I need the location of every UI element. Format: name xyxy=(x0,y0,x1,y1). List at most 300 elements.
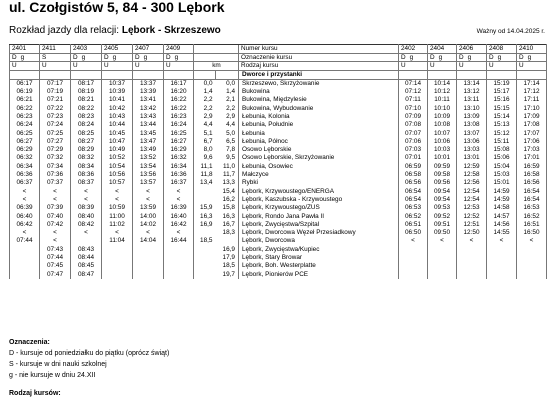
km-value: 16,3 xyxy=(200,212,213,220)
departure-time: 14:00 xyxy=(133,213,164,221)
table-row xyxy=(10,138,547,146)
departure-time: 06:50 xyxy=(399,229,428,237)
km-value: 19,7 xyxy=(222,270,235,278)
km-value xyxy=(194,188,216,196)
departure-time: 16:40 xyxy=(164,213,194,221)
departure-time: 16:22 xyxy=(164,96,194,104)
departure-time: 06:29 xyxy=(10,146,40,154)
departure-time: 15:03 xyxy=(487,171,517,179)
departure-time: 06:53 xyxy=(399,204,428,212)
departure-time: 07:25 xyxy=(40,130,71,138)
departure-time: 07:39 xyxy=(40,204,71,212)
departure-time: < xyxy=(133,229,164,237)
departure-time: 13:59 xyxy=(133,204,164,212)
departure-time: < xyxy=(40,229,71,237)
km-value: 13,4 xyxy=(200,179,213,187)
departure-time: 13:09 xyxy=(457,113,487,121)
departure-time: 16:56 xyxy=(517,179,547,187)
flag-holiday: g xyxy=(438,53,443,61)
departure-time: < xyxy=(102,229,133,237)
departure-time: 07:03 xyxy=(399,146,428,154)
departure-time: 14:59 xyxy=(487,188,517,196)
route-subtitle-prefix: Rozkład jazdy dla relacji: xyxy=(9,25,120,36)
blank-cell xyxy=(457,70,487,79)
stops-heading: Dworce i przystanki xyxy=(239,70,399,79)
departure-time: < xyxy=(164,188,194,196)
departure-time xyxy=(102,271,133,279)
km-value: 4,4 xyxy=(226,121,235,129)
km-value: 15,8 xyxy=(222,204,235,212)
departure-time: 16:54 xyxy=(517,188,547,196)
km-value: 6,5 xyxy=(226,137,235,145)
departure-time: 16:29 xyxy=(164,146,194,154)
stop-name: Łebunia, Południe xyxy=(239,121,399,129)
km-value xyxy=(194,262,216,270)
departure-time: 16:52 xyxy=(517,213,547,221)
departure-time: 07:37 xyxy=(40,179,71,187)
departure-time: 16:36 xyxy=(164,171,194,179)
departure-time: 07:36 xyxy=(40,171,71,179)
departure-time: 07:29 xyxy=(40,146,71,154)
departure-time: < xyxy=(164,196,194,204)
flag-day: S xyxy=(42,53,47,61)
departure-time: 13:06 xyxy=(457,138,487,146)
flag-day: D xyxy=(135,53,140,61)
blank-cell xyxy=(133,70,164,79)
blank-cell xyxy=(216,53,239,62)
table-row xyxy=(10,96,547,104)
departure-time: 06:19 xyxy=(10,88,40,96)
km-value: 15,9 xyxy=(200,204,213,212)
course-flags xyxy=(428,53,457,62)
departure-time xyxy=(133,271,164,279)
departure-time: < xyxy=(457,237,487,245)
table-row xyxy=(10,254,547,262)
departure-time: 16:32 xyxy=(164,154,194,162)
departure-time: 07:12 xyxy=(399,88,428,96)
course-number: 2402 xyxy=(399,45,428,54)
departure-time xyxy=(487,271,517,279)
departure-time: 15:14 xyxy=(487,113,517,121)
stop-name: Lębork, Boh. Westerplatte xyxy=(239,262,399,270)
departure-time: 15:17 xyxy=(487,88,517,96)
table-row xyxy=(10,204,547,212)
stop-name: Lębork, Dworcowa Węzeł Przesiadkowy xyxy=(239,229,399,237)
departure-time: 07:11 xyxy=(399,96,428,104)
course-flags xyxy=(487,53,517,62)
legend-item: D - kursuje od poniedziałku do piątku (oprócz świąt) xyxy=(9,350,170,357)
stop-name: Rybki xyxy=(239,179,399,187)
course-type: U xyxy=(399,62,428,71)
course-flags xyxy=(71,53,102,62)
departure-time xyxy=(487,262,517,270)
stop-name: Lębork, Krzywoustego/ZUS xyxy=(239,204,399,212)
stop-name: Lębork, Zwycięstwa/Kupiec xyxy=(239,246,399,254)
blank-cell xyxy=(102,70,133,79)
label-course-type: Rodzaj kursu xyxy=(239,62,399,71)
departure-time: < xyxy=(487,237,517,245)
course-flags xyxy=(102,53,133,62)
departure-time: 14:55 xyxy=(487,229,517,237)
blank-cell xyxy=(40,70,71,79)
departure-time: 17:08 xyxy=(517,121,547,129)
departure-time: 07:17 xyxy=(40,79,71,88)
departure-time: 16:20 xyxy=(164,88,194,96)
km-value: 2,2 xyxy=(226,104,235,112)
departure-time xyxy=(102,246,133,254)
departure-time: 08:47 xyxy=(71,271,102,279)
departure-time: 13:07 xyxy=(457,130,487,138)
departure-time: 10:37 xyxy=(102,79,133,88)
departure-time: 06:39 xyxy=(10,204,40,212)
course-type: U xyxy=(71,62,102,71)
course-flags xyxy=(457,53,487,62)
flag-day: D xyxy=(73,53,78,61)
course-flags xyxy=(40,53,71,62)
blank-cell xyxy=(194,53,216,62)
departure-time: 09:52 xyxy=(428,213,457,221)
departure-time: 12:54 xyxy=(457,188,487,196)
km-value: 11,8 xyxy=(200,171,213,179)
stop-name: Lębork, Dworcowa xyxy=(239,237,399,245)
departure-time: 15:13 xyxy=(487,121,517,129)
departure-time: 16:39 xyxy=(164,204,194,212)
departure-time: 06:42 xyxy=(10,221,40,229)
departure-time xyxy=(164,262,194,270)
departure-time: 11:00 xyxy=(102,213,133,221)
course-number: 2406 xyxy=(457,45,487,54)
departure-time: 13:11 xyxy=(457,96,487,104)
departure-time: 07:27 xyxy=(40,138,71,146)
flag-day: D xyxy=(430,53,435,61)
departure-time: < xyxy=(164,229,194,237)
stop-name: Lębork, Rondo Jana Pawła II xyxy=(239,213,399,221)
departure-time: < xyxy=(428,237,457,245)
departure-time: 13:01 xyxy=(457,154,487,162)
departure-time: 13:52 xyxy=(133,154,164,162)
blank-cell xyxy=(216,45,239,54)
km-value: 0,0 xyxy=(203,79,213,87)
page-title: ul. Czołgistów 5, 84 - 300 Lębork xyxy=(9,0,225,15)
stop-name: Małczyce xyxy=(239,171,399,179)
departure-time: 14:58 xyxy=(487,204,517,212)
flag-holiday: g xyxy=(112,53,117,61)
km-value: 5,0 xyxy=(226,129,235,137)
departure-time: 13:14 xyxy=(457,79,487,88)
flag-day: D xyxy=(459,53,464,61)
km-value: 16,9 xyxy=(222,245,235,253)
departure-time: 08:45 xyxy=(71,262,102,270)
km-value: 15,4 xyxy=(222,187,235,195)
departure-time: 09:54 xyxy=(428,188,457,196)
departure-time: 15:15 xyxy=(487,105,517,113)
route-name: Lębork - Skrzeszewo xyxy=(121,25,221,36)
departure-time: 07:14 xyxy=(399,79,428,88)
departure-time: 10:49 xyxy=(102,146,133,154)
departure-time: 15:08 xyxy=(487,146,517,154)
departure-time: 07:21 xyxy=(40,96,71,104)
flag-day: D xyxy=(519,53,524,61)
departure-time: 10:59 xyxy=(102,204,133,212)
departure-time: 09:51 xyxy=(428,221,457,229)
flag-holiday: g xyxy=(143,53,148,61)
table-row xyxy=(10,163,547,171)
label-course-mark: Oznaczenie kursu xyxy=(239,53,399,62)
departure-time: 07:23 xyxy=(40,113,71,121)
departure-time: 07:10 xyxy=(399,105,428,113)
departure-time: 10:41 xyxy=(102,96,133,104)
departure-time: 14:57 xyxy=(487,213,517,221)
departure-time: 07:08 xyxy=(399,121,428,129)
km-value: 8,0 xyxy=(203,146,213,154)
course-type: U xyxy=(428,62,457,71)
departure-time: 14:59 xyxy=(487,196,517,204)
departure-time: 10:09 xyxy=(428,113,457,121)
km-value xyxy=(194,196,216,204)
departure-time: 10:43 xyxy=(102,113,133,121)
departure-time: 06:23 xyxy=(10,113,40,121)
departure-time: 12:53 xyxy=(457,204,487,212)
route-subtitle xyxy=(9,25,221,36)
departure-time xyxy=(457,254,487,262)
departure-time xyxy=(487,254,517,262)
km-value xyxy=(194,271,216,279)
blank-cell xyxy=(10,70,40,79)
stop-name: Bukowina xyxy=(239,88,399,96)
label-course-number: Numer kursu xyxy=(239,45,399,54)
departure-time: 11:02 xyxy=(102,221,133,229)
departure-time: 08:29 xyxy=(71,146,102,154)
departure-time: 15:04 xyxy=(487,163,517,171)
departure-time: 13:43 xyxy=(133,113,164,121)
departure-time: < xyxy=(102,188,133,196)
departure-time: 13:03 xyxy=(457,146,487,154)
departure-time: < xyxy=(10,229,40,237)
departure-time: 10:44 xyxy=(102,121,133,129)
departure-time xyxy=(399,262,428,270)
departure-time: < xyxy=(40,237,71,245)
stop-name: Lębork, Zwycięstwa/Szpital xyxy=(239,221,399,229)
departure-time xyxy=(102,262,133,270)
table-row xyxy=(10,121,547,129)
km-value: 0,0 xyxy=(226,79,235,87)
departure-time: 06:54 xyxy=(399,196,428,204)
stop-name: Bukowina, Międzylesie xyxy=(239,96,399,104)
departure-time: 14:56 xyxy=(487,221,517,229)
departure-time: 13:10 xyxy=(457,105,487,113)
km-value: 6,7 xyxy=(203,137,213,145)
departure-time: 16:24 xyxy=(164,121,194,129)
departure-time: 16:17 xyxy=(164,79,194,88)
flag-holiday: g xyxy=(527,53,532,61)
course-number: 2408 xyxy=(487,45,517,54)
course-flags xyxy=(399,53,428,62)
departure-time: 10:45 xyxy=(102,130,133,138)
departure-time: < xyxy=(399,237,428,245)
departure-time xyxy=(71,237,102,245)
valid-from-date: Ważny od 14.04.2025 r. xyxy=(476,28,545,35)
km-value: 9,5 xyxy=(226,154,235,162)
departure-time: 13:44 xyxy=(133,121,164,129)
km-value: 9,6 xyxy=(203,154,213,162)
table-row xyxy=(10,221,547,229)
course-number: 2404 xyxy=(428,45,457,54)
stop-name: Łebunia, Kolonia xyxy=(239,113,399,121)
departure-time: 06:40 xyxy=(10,213,40,221)
legend-heading: Oznaczenia: xyxy=(9,339,50,346)
departure-time: 08:23 xyxy=(71,113,102,121)
blank-cell xyxy=(216,70,239,79)
departure-time: 10:54 xyxy=(102,163,133,171)
departure-time: 16:27 xyxy=(164,138,194,146)
departure-time xyxy=(10,262,40,270)
departure-time: 08:25 xyxy=(71,130,102,138)
departure-time: 07:47 xyxy=(40,271,71,279)
departure-time: 06:58 xyxy=(399,171,428,179)
departure-time: 08:24 xyxy=(71,121,102,129)
departure-time: 07:01 xyxy=(399,154,428,162)
km-value: 16,3 xyxy=(222,212,235,220)
departure-time: < xyxy=(10,196,40,204)
departure-time: 12:58 xyxy=(457,171,487,179)
stop-name: Łebunia, Osowiec xyxy=(239,163,399,171)
departure-time: 16:37 xyxy=(164,179,194,187)
km-value: 2,2 xyxy=(203,96,213,104)
table-row xyxy=(10,229,547,237)
course-flags xyxy=(133,53,164,62)
departure-time: 06:27 xyxy=(10,138,40,146)
km-value: 11,1 xyxy=(200,162,213,170)
departure-time: 08:21 xyxy=(71,96,102,104)
km-value: 2,2 xyxy=(203,104,213,112)
km-value: 1,4 xyxy=(226,88,235,96)
departure-time: 07:07 xyxy=(399,130,428,138)
table-row xyxy=(10,79,547,88)
stop-name: Bukowina, Wybudowanie xyxy=(239,105,399,113)
departure-time: 10:08 xyxy=(428,121,457,129)
departure-time: 11:04 xyxy=(102,237,133,245)
course-type: U xyxy=(40,62,71,71)
stop-name: Łebunia, Północ xyxy=(239,138,399,146)
departure-time: 06:52 xyxy=(399,213,428,221)
departure-time: 12:54 xyxy=(457,196,487,204)
departure-time: 12:56 xyxy=(457,179,487,187)
km-value: 5,1 xyxy=(203,129,213,137)
departure-time: 15:19 xyxy=(487,79,517,88)
departure-time: 13:56 xyxy=(133,171,164,179)
departure-time xyxy=(457,271,487,279)
departure-time: 15:12 xyxy=(487,130,517,138)
departure-time: 16:58 xyxy=(517,171,547,179)
departure-time: 08:37 xyxy=(71,179,102,187)
departure-time: 08:19 xyxy=(71,88,102,96)
departure-time: 16:22 xyxy=(164,105,194,113)
departure-time: 07:24 xyxy=(40,121,71,129)
departure-time: 17:06 xyxy=(517,138,547,146)
departure-time: 14:04 xyxy=(133,237,164,245)
departure-time: 06:36 xyxy=(10,171,40,179)
departure-time: 16:50 xyxy=(517,229,547,237)
departure-time xyxy=(164,271,194,279)
course-number: 2410 xyxy=(517,45,547,54)
departure-time: 10:11 xyxy=(428,96,457,104)
table-row xyxy=(10,146,547,154)
departure-time: 16:25 xyxy=(164,130,194,138)
course-type-heading: Rodzaj kursów: xyxy=(9,390,61,397)
flag-holiday: g xyxy=(497,53,502,61)
departure-time: 17:12 xyxy=(517,88,547,96)
departure-time: 09:53 xyxy=(428,204,457,212)
departure-time: 13:49 xyxy=(133,146,164,154)
departure-time: 13:57 xyxy=(133,179,164,187)
course-type: U xyxy=(457,62,487,71)
departure-time: 17:01 xyxy=(517,154,547,162)
departure-time: 07:43 xyxy=(40,246,71,254)
departure-time: 07:44 xyxy=(10,237,40,245)
departure-time xyxy=(133,254,164,262)
table-row xyxy=(10,88,547,96)
departure-time: 10:39 xyxy=(102,88,133,96)
table-row xyxy=(10,188,547,196)
km-value: 16,7 xyxy=(222,220,235,228)
departure-time: 10:10 xyxy=(428,105,457,113)
course-number: 2405 xyxy=(102,45,133,54)
departure-time: 08:43 xyxy=(71,246,102,254)
departure-time: 10:47 xyxy=(102,138,133,146)
course-number: 2403 xyxy=(71,45,102,54)
departure-time: 13:37 xyxy=(133,79,164,88)
km-value: 11,0 xyxy=(223,162,235,170)
flag-holiday: g xyxy=(20,53,25,61)
departure-time xyxy=(164,254,194,262)
departure-time: 08:40 xyxy=(71,213,102,221)
km-value: 18,3 xyxy=(222,229,235,237)
table-row xyxy=(10,154,547,162)
departure-time: 08:17 xyxy=(71,79,102,88)
course-number: 2409 xyxy=(164,45,194,54)
departure-time: 13:41 xyxy=(133,96,164,104)
departure-time xyxy=(517,271,547,279)
departure-time: 07:19 xyxy=(40,88,71,96)
blank-cell xyxy=(428,70,457,79)
flag-holiday: g xyxy=(409,53,414,61)
departure-time: 14:02 xyxy=(133,221,164,229)
stop-name: Skrzeszewo, Skrzyżowanie xyxy=(239,79,399,88)
stop-name: Lębork, Stary Browar xyxy=(239,254,399,262)
departure-time: 12:51 xyxy=(457,221,487,229)
departure-time xyxy=(457,262,487,270)
departure-time xyxy=(399,271,428,279)
departure-time: < xyxy=(102,196,133,204)
table-row xyxy=(10,196,547,204)
km-value: 11,7 xyxy=(223,171,235,179)
course-flags xyxy=(517,53,547,62)
departure-time: 06:32 xyxy=(10,154,40,162)
departure-time: 06:24 xyxy=(10,121,40,129)
departure-time: 06:54 xyxy=(399,188,428,196)
km-value: 16,2 xyxy=(222,195,235,203)
departure-time: < xyxy=(40,196,71,204)
departure-time xyxy=(457,246,487,254)
departure-time: < xyxy=(517,237,547,245)
km-value xyxy=(194,229,216,237)
departure-time: 17:07 xyxy=(517,130,547,138)
departure-time: < xyxy=(71,229,102,237)
km-value: 1,4 xyxy=(203,88,213,96)
departure-time xyxy=(102,254,133,262)
departure-time: 10:52 xyxy=(102,154,133,162)
km-value xyxy=(194,254,216,262)
